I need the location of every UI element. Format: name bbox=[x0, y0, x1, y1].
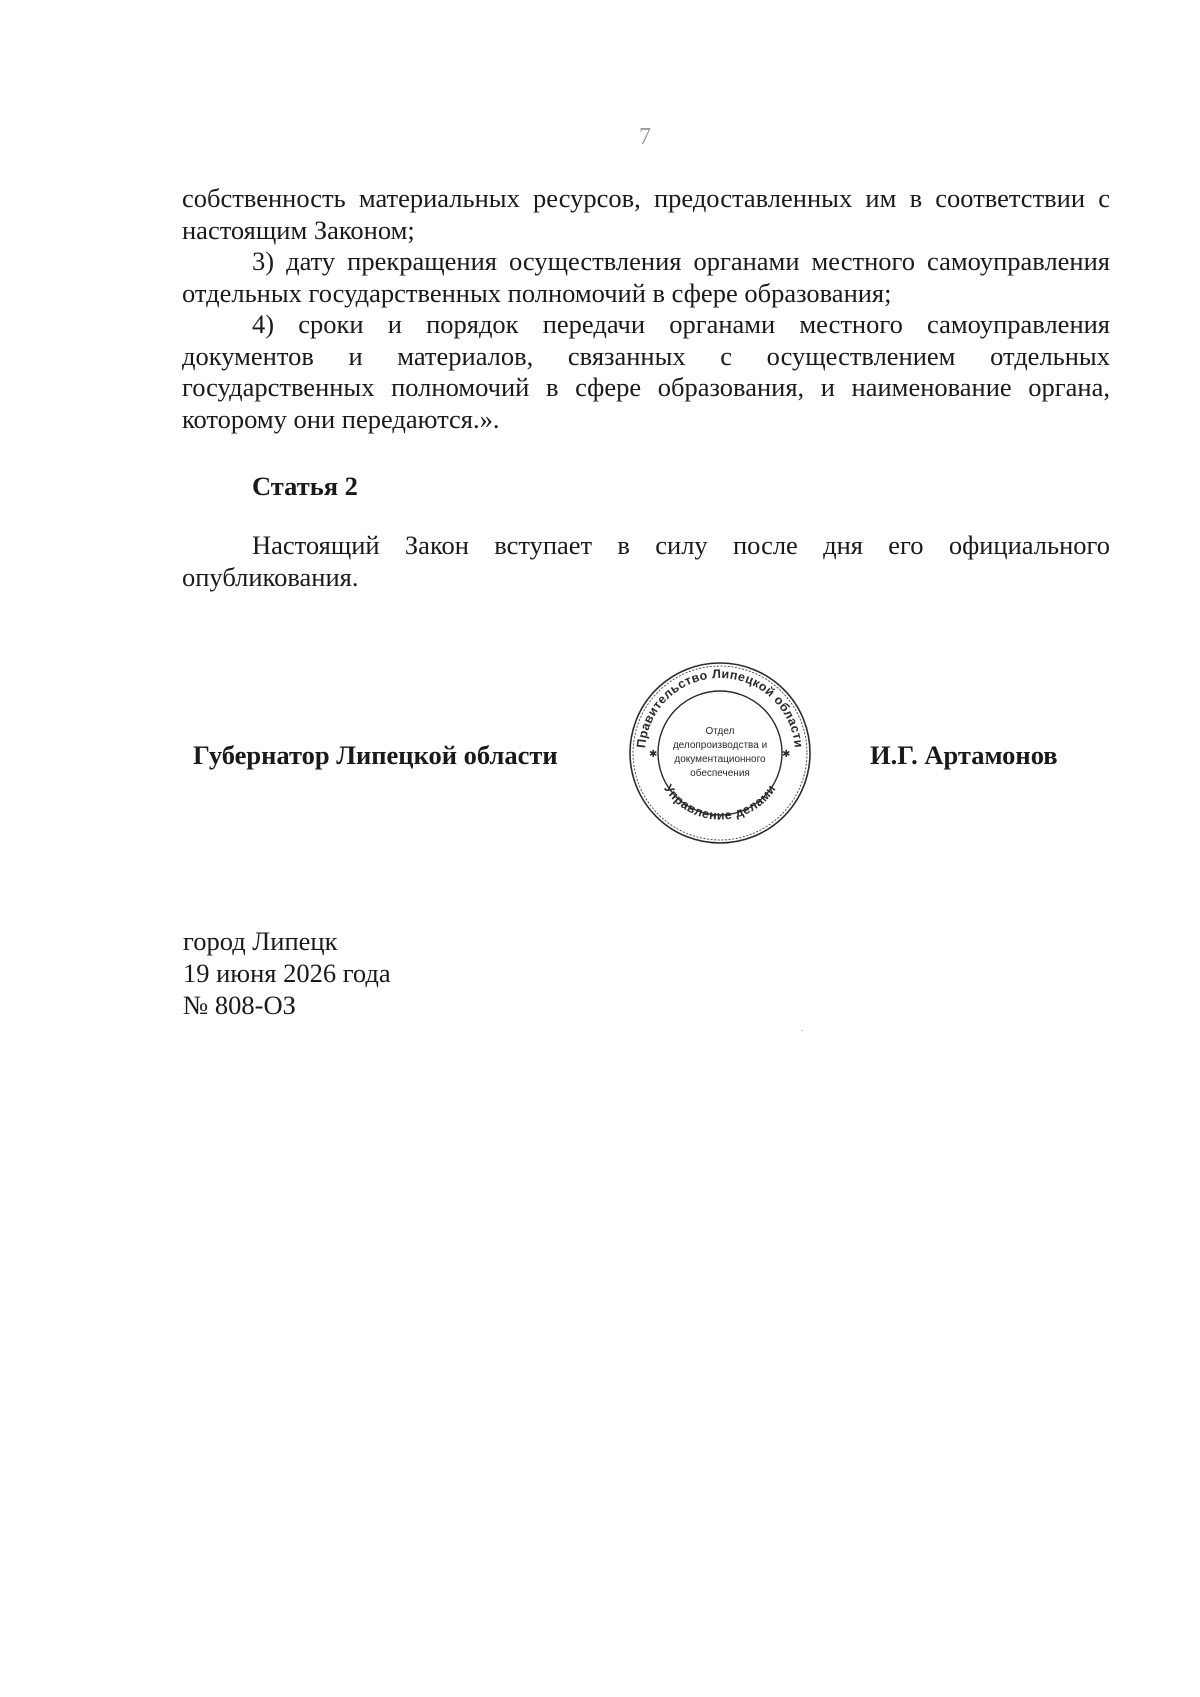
footer-city: город Липецк bbox=[183, 926, 338, 956]
article-heading: Статья 2 bbox=[252, 471, 358, 501]
seal-outer-text-bottom: Управление делами bbox=[661, 781, 779, 823]
article-body bbox=[182, 530, 1110, 593]
seal-star-right: ✱ bbox=[782, 749, 791, 760]
paragraph-item-4: 4) сроки и порядок передачи органами местного самоуправления документов и материалов, связанных с осуществлением отдельных государственных полномочий в сфере образования, и наименование органа, которому они передаются.». bbox=[182, 309, 1110, 434]
svg-text:Управление делами bbox=[661, 782, 779, 823]
seal-inner-line-3: документационного bbox=[674, 754, 766, 765]
seal-star-left: ✱ bbox=[649, 749, 658, 760]
signatory-name: И.Г. Артамонов bbox=[870, 740, 1058, 770]
scan-speck bbox=[801, 1030, 803, 1031]
page-number: 7 bbox=[639, 124, 651, 150]
footer-date: 19 июня 2026 года bbox=[183, 958, 391, 988]
paragraph-ownership: собственность материальных ресурсов, предоставленных им в соответствии с настоящим Законом; bbox=[182, 183, 1110, 245]
paragraph-item-3: 3) дату прекращения осуществления органами местного самоуправления отдельных государственных полномочий в сфере образования; bbox=[182, 246, 1110, 308]
seal-inner-line-2: делопроизводства и bbox=[672, 740, 768, 751]
seal-outer-text-top: Правительство Липецкой области bbox=[634, 666, 806, 749]
document-footer bbox=[183, 925, 391, 1021]
seal-inner-line-4: обеспечения bbox=[690, 768, 750, 779]
official-seal-stamp bbox=[627, 660, 813, 846]
article-paragraph: Настоящий Закон вступает в силу после дня его официального опубликования. bbox=[182, 530, 1110, 592]
footer-law-number: № 808-ОЗ bbox=[183, 990, 296, 1020]
law-text-continuation bbox=[182, 183, 1110, 435]
seal-inner-line-1: Отдел bbox=[705, 726, 735, 737]
signatory-title: Губернатор Липецкой области bbox=[193, 740, 558, 770]
